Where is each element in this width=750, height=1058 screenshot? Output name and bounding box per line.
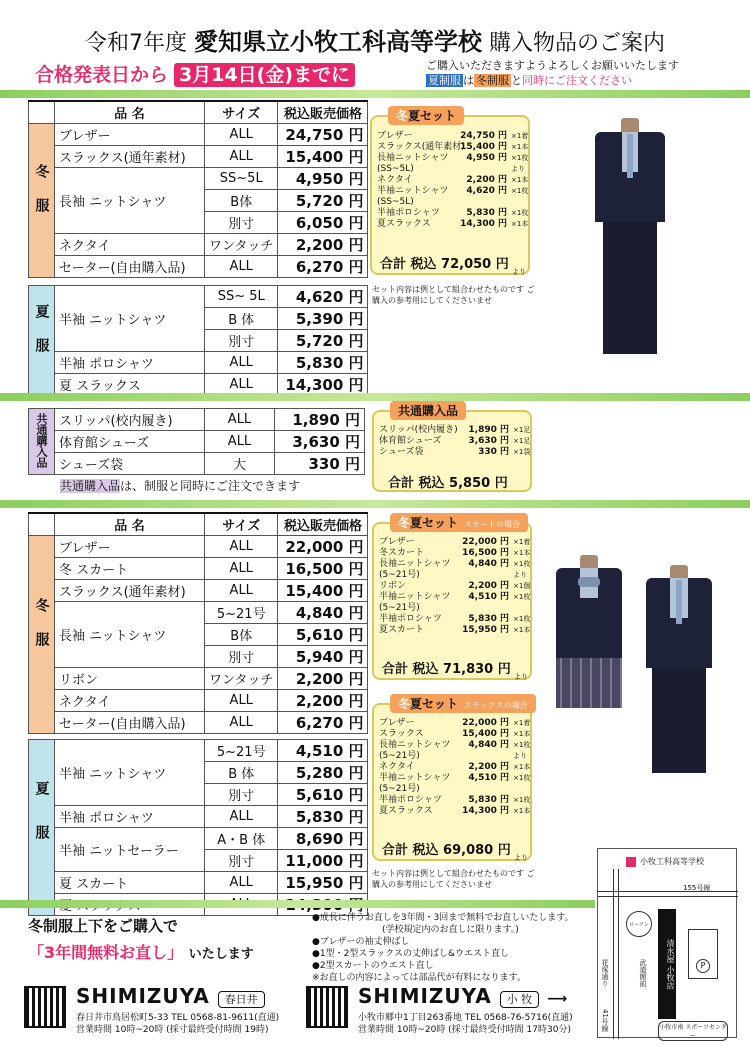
shop-komaki-address: 小牧市郷中1丁目263番地 TEL 0568-76-5716(直通) xyxy=(358,1013,573,1023)
summer-label: 夏服 xyxy=(29,285,55,395)
road-155 xyxy=(598,891,738,897)
set-note: セット内容は例として組合わせたものです ご購入の参考用にしてくださいませ xyxy=(372,285,535,305)
set-line: 半袖ニットシャツ 4,510 円 ×1枚 xyxy=(379,773,531,783)
set-title: 共通購入品 xyxy=(390,401,466,420)
table-row: 夏服 半袖 ニットシャツ SS~ 5L 4,620 円 xyxy=(29,285,368,307)
set-line: ブレザー 22,000 円 ×1着 xyxy=(379,718,531,728)
order-deadline xyxy=(35,60,355,87)
uniform-image-skirt xyxy=(550,555,630,765)
table-row: 共通購入品 スリッパ(校内履き) ALL 1,890 円 xyxy=(29,409,365,431)
table-row: スラックス(通年素材) ALL 15,400 円 xyxy=(29,145,368,167)
set-line: 体育館シューズ 3,630 円 ×1足 xyxy=(379,436,531,446)
common-note: 共通購入品は、制服と同時にご注文できます xyxy=(60,479,301,493)
type2-label: 2型 xyxy=(29,513,55,535)
type1-label: 1型 xyxy=(29,101,55,123)
shop-kasugai-address: 春日井市鳥居松町5-33 TEL 0568-81-9611(直通) xyxy=(76,1013,280,1023)
set-line: 半袖ニットシャツ 4,620 円 ×1枚 xyxy=(377,186,529,196)
table-row: シューズ袋 大 330 円 xyxy=(29,453,365,475)
shop-komaki: SHIMIZUYA 小 牧 ⟶ xyxy=(358,984,569,1008)
set-line: (5~21号) より xyxy=(379,751,527,761)
type2-table xyxy=(28,512,368,916)
table-row: 長袖 ニットシャツ SS~5L 4,950 円 xyxy=(29,167,368,189)
table-row: 冬服 ブレザー ALL 22,000 円 xyxy=(29,535,368,557)
set-line: シューズ袋 330 円 ×1袋 xyxy=(379,447,531,457)
order-note xyxy=(426,58,746,88)
set-line: (SS~5L) より xyxy=(377,164,525,174)
type2-skirt-set-box xyxy=(372,516,532,681)
note-line1: ご購入いただきますようよろしくお願いいたします xyxy=(426,59,679,72)
summer-label: 夏服 xyxy=(29,739,55,915)
set-total-note: より xyxy=(514,854,528,862)
type2-slacks-set-box xyxy=(372,697,532,862)
map-parking: P xyxy=(696,959,710,973)
type1-set-box xyxy=(370,109,530,276)
title-school: 愛知県立小牧工科高等学校 xyxy=(193,28,482,56)
alter-line1: 冬制服上下をご購入で xyxy=(28,917,179,935)
alter-notes: ●成長に伴うお直しを3年間・3回まで無料でお直しいたします。 (学校規定内のお直しに限ります。) ●ブレザーの袖丈伸ばし ●1型・2型スラックスの丈伸ばし&ウエスト直し ●2型スカートのウエスト直し ※お直しの内容によっては部品代が有料になります。 xyxy=(312,913,574,983)
note-winter: 冬制服 xyxy=(476,74,509,87)
shop-kasugai-hours: 営業時間 10時~20時 (採寸最終受付時間 19時) xyxy=(76,1025,269,1035)
uniform-image-type1 xyxy=(595,118,665,358)
map: 小牧工科高等学校 155号線 清水屋 小牧店 P ローソン 花塚通り 武道館前 41号線 小牧市南 スポーツセンター xyxy=(597,848,737,1038)
table-row: セーター(自由購入品) ALL 6,270 円 xyxy=(29,255,368,277)
set-line: 半袖ニットシャツ 4,510 円 ×1枚 xyxy=(379,592,531,602)
set-line: スラックス 15,400 円 ×1本 xyxy=(379,729,531,739)
table-row: 体育館シューズ ALL 3,630 円 xyxy=(29,431,365,453)
set-line: ネクタイ 2,200 円 ×1本 xyxy=(379,762,531,772)
set-total: 合計 税込 5,850 円 xyxy=(388,476,508,491)
set-line: 冬スカート 16,500 円 ×1本 xyxy=(379,548,531,558)
table-row: B 体 5,390 円 xyxy=(29,307,368,329)
set-lines xyxy=(379,718,539,817)
set-total: 合計 税込 72,050 円 xyxy=(380,257,509,272)
set-line: (5~21号) xyxy=(379,603,420,613)
note-tail: 同時にご注文ください xyxy=(522,74,632,87)
set-line: (5~21号) より xyxy=(379,570,527,580)
table-row: 夏 スカート ALL 15,950 円 xyxy=(29,871,368,893)
table-row: B 体 5,280 円 xyxy=(29,761,368,783)
set-total-note: より xyxy=(512,268,526,276)
set-title: 冬夏セット スカートの場合 xyxy=(390,513,528,532)
table-row: 冬 スカート ALL 16,500 円 xyxy=(29,557,368,579)
divider-band xyxy=(0,393,750,401)
table-row: 半袖 ポロシャツ ALL 5,830 円 xyxy=(29,351,368,373)
type1-table xyxy=(28,100,368,396)
set-title: 冬夏セット xyxy=(388,106,464,125)
table-row: ネクタイ ALL 2,200 円 xyxy=(29,689,368,711)
table-row: B体 5,720 円 xyxy=(29,189,368,211)
set-lines xyxy=(377,131,537,230)
set-line: (5~21号) xyxy=(379,784,420,794)
common-set-box xyxy=(372,404,532,492)
common-table xyxy=(28,408,365,475)
qr-code-kasugai xyxy=(24,986,66,1028)
table-row: 半袖 ニットセーラー A・B 体 8,690 円 xyxy=(29,827,368,849)
set-line: 長袖ニットシャツ 4,840 円 ×1枚 xyxy=(379,559,531,569)
order-date: 3月14日(金)までに xyxy=(174,63,355,87)
set-lines xyxy=(379,425,539,458)
alter-line2: 「3年間無料お直し」 いたします xyxy=(28,943,254,962)
note-summer: 夏制服 xyxy=(428,74,461,87)
set-line: 半袖ポロシャツ 5,830 円 ×1枚 xyxy=(379,614,531,624)
table-row: 別寸 5,940 円 xyxy=(29,645,368,667)
header-size: サイズ xyxy=(205,513,278,535)
set-line: 夏スラックス 14,300 円 ×1本 xyxy=(377,219,529,229)
set-line: ネクタイ 2,200 円 ×1本 xyxy=(377,175,529,185)
divider-band xyxy=(0,500,750,508)
common-label: 共通購入品 xyxy=(29,409,55,475)
note-line2 xyxy=(426,73,746,88)
table-row: 別寸 5,720 円 xyxy=(29,329,368,351)
uniform-image-slacks xyxy=(640,565,720,775)
map-legend: 小牧工科高等学校 xyxy=(640,857,704,866)
map-center: 小牧市南 スポーツセンター xyxy=(658,1021,728,1041)
table-row: 冬服 ブレザー ALL 24,750 円 xyxy=(29,123,368,145)
set-line: 半袖ポロシャツ 5,830 円 ×1枚 xyxy=(377,208,529,218)
table-row: 夏服 半袖 ニットシャツ 5~21号 4,510 円 xyxy=(29,739,368,761)
divider-band xyxy=(0,90,750,98)
set-line: 夏スカート 15,950 円 ×1本 xyxy=(379,625,531,635)
title-guide: 購入物品のご案内 xyxy=(488,31,665,56)
winter-label: 冬服 xyxy=(29,535,55,733)
set-total: 合計 税込 69,080 円 xyxy=(382,843,511,858)
page-title xyxy=(0,22,750,57)
set-line: (SS~5L) xyxy=(377,197,414,207)
table-row: 夏 スラックス ALL 14,300 円 xyxy=(29,373,368,395)
set-line: スリッパ(校内履き) 1,890 円 ×1足 xyxy=(379,425,531,435)
header-price: 税込販売価格 xyxy=(278,513,368,535)
set-line: ブレザー 22,000 円 ×1着 xyxy=(379,537,531,547)
divider-band xyxy=(0,900,595,908)
header-name: 品 名 xyxy=(55,513,205,535)
note-to: と xyxy=(511,74,522,87)
table-gap xyxy=(29,277,368,285)
set-line: 長袖ニットシャツ 4,840 円 ×1枚 xyxy=(379,740,531,750)
table-row: 別寸 11,000 円 xyxy=(29,849,368,871)
shop-kasugai: SHIMIZUYA 春日井 xyxy=(76,984,265,1008)
set-line: 長袖ニットシャツ 4,950 円 ×1枚 xyxy=(377,153,529,163)
header-size: サイズ xyxy=(205,101,278,123)
table-row: 長袖 ニットシャツ 5~21号 4,840 円 xyxy=(29,601,368,623)
set-line: 夏スラックス 14,300 円 ×1本 xyxy=(379,806,531,816)
set-lines xyxy=(379,537,539,636)
set-line: リボン 2,200 円 ×1個 xyxy=(379,581,531,591)
table-row: リボン ワンタッチ 2,200 円 xyxy=(29,667,368,689)
table-row: 半袖 ポロシャツ ALL 5,830 円 xyxy=(29,805,368,827)
table-row: 別寸 6,050 円 xyxy=(29,211,368,233)
shop-komaki-hours: 営業時間 10時~20時 (採寸最終受付時間 17時30分) xyxy=(358,1025,571,1035)
table-row: セーター(自由購入品) ALL 6,270 円 xyxy=(29,711,368,733)
note-wa: は xyxy=(463,74,474,87)
table-header xyxy=(29,101,368,123)
map-store: 清水屋 小牧店 xyxy=(658,909,676,1019)
map-lawson: ローソン xyxy=(626,911,652,937)
table-row: 別寸 5,610 円 xyxy=(29,783,368,805)
table-row: スラックス(通年素材) ALL 15,400 円 xyxy=(29,579,368,601)
header-price: 税込販売価格 xyxy=(278,101,368,123)
table-row: ネクタイ ワンタッチ 2,200 円 xyxy=(29,233,368,255)
title-year: 令和7年度 xyxy=(84,31,187,56)
road-41 xyxy=(613,869,619,1039)
set-total: 合計 税込 71,830 円 xyxy=(382,662,511,677)
order-lead: 合格発表日から xyxy=(35,64,169,86)
set-line: ブレザー 24,750 円 ×1着 xyxy=(377,131,529,141)
winter-label: 冬服 xyxy=(29,123,55,277)
set-title: 冬夏セット スラックスの場合 xyxy=(390,694,536,713)
qr-code-komaki xyxy=(306,986,348,1028)
header-name: 品 名 xyxy=(55,101,205,123)
table-row: B体 5,610 円 xyxy=(29,623,368,645)
set-total-note: より xyxy=(514,673,528,681)
table-header xyxy=(29,513,368,535)
set-line: 半袖ポロシャツ 5,830 円 ×1枚 xyxy=(379,795,531,805)
set-note: セット内容は例として組合わせたものです ご購入の参考用にしてくださいませ xyxy=(372,869,535,889)
legend-marker xyxy=(626,857,636,867)
set-line: スラックス(通年素材) 15,400 円 ×1本 xyxy=(377,142,529,152)
